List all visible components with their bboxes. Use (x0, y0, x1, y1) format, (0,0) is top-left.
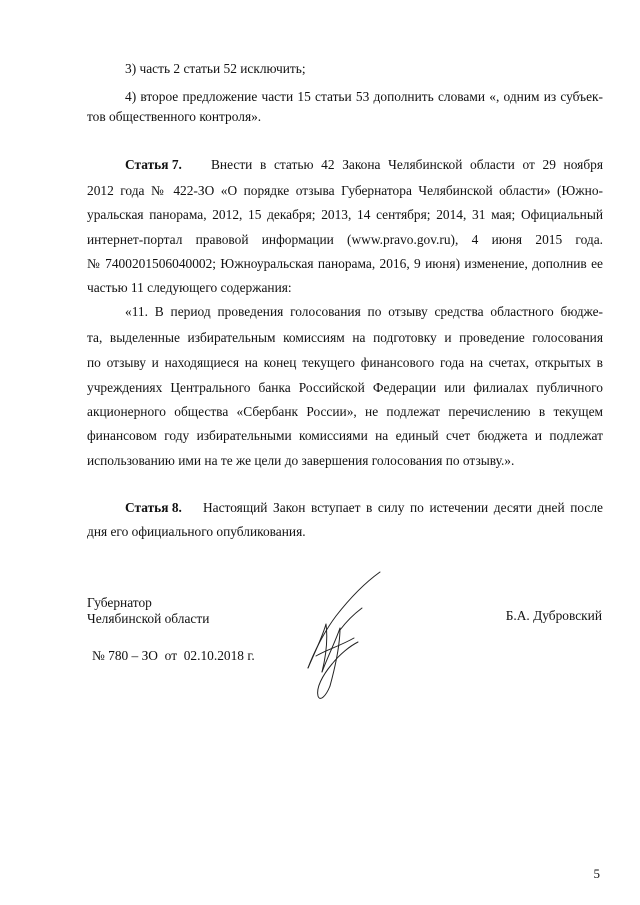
quote-line-5: финансовом году избирательными комиссиями на единый счет бюджета и подлежат (87, 428, 603, 443)
article7-line-3: интернет-портал правовой информации (www.pravo.gov.ru), 4 июня 2015 года. (87, 232, 603, 247)
article7-line-0: Внести в статью 42 Закона Челябинской области от 29 ноября (211, 157, 603, 172)
list-item-4: 4) второе предложение части 15 статьи 53 дополнить словами «, одним из субъек- (125, 89, 603, 104)
article7-line-1: 2012 года № 422-ЗО «О порядке отзыва Губернатора Челябинской области» (Южно- (87, 183, 603, 198)
signatory-title-line1: Губернатор (87, 595, 152, 610)
article7-heading: Статья 7. (125, 157, 182, 172)
handwritten-signature (296, 568, 388, 708)
quote-line-4: акционерного общества «Сбербанк России», не подлежат перечислению в текущем (87, 404, 603, 419)
article8-heading: Статья 8. (125, 500, 182, 515)
article8-line-0: Настоящий Закон вступает в силу по истечении десяти дней после (203, 500, 603, 515)
signatory-name: Б.А. Дубровский (505, 608, 602, 623)
article7-line-2: уральская панорама, 2012, 15 декабря; 2013, 14 сентября; 2014, 31 мая; Официальный (87, 207, 603, 222)
page-number: 5 (593, 866, 600, 881)
quote-line-2: по отзыву и находящиеся на конец текущего финансового года на счетах, открытых в (87, 355, 603, 370)
quote-line-3: учреждениях Центрального банка Российской Федерации или филиалах публичного (87, 380, 603, 395)
quote-line-1: та, выделенные избирательным комиссиям на подготовку и проведение голосования (87, 330, 603, 345)
article7-line-4: № 7400201506040002; Южноуральская панорама, 2016, 9 июня) изменение, дополнив ее (87, 256, 603, 271)
article7-first-line (125, 157, 603, 173)
article8-first-line (125, 500, 603, 516)
list-item-4-continuation: тов общественного контроля». (87, 109, 262, 124)
article7-line-5: частью 11 следующего содержания: (87, 280, 292, 295)
law-number: № 780 – ЗО от 02.10.2018 г. (92, 648, 255, 663)
article8-line-1: дня его официального опубликования. (87, 524, 306, 539)
quote-line-6: использованию ими на те же цели до завершения голосования по отзыву.». (87, 453, 515, 468)
signatory-title-line2: Челябинской области (87, 611, 210, 626)
list-item-3: 3) часть 2 статьи 52 исключить; (125, 61, 306, 76)
quote-line-0: «11. В период проведения голосования по отзыву средства областного бюдже- (125, 304, 603, 319)
